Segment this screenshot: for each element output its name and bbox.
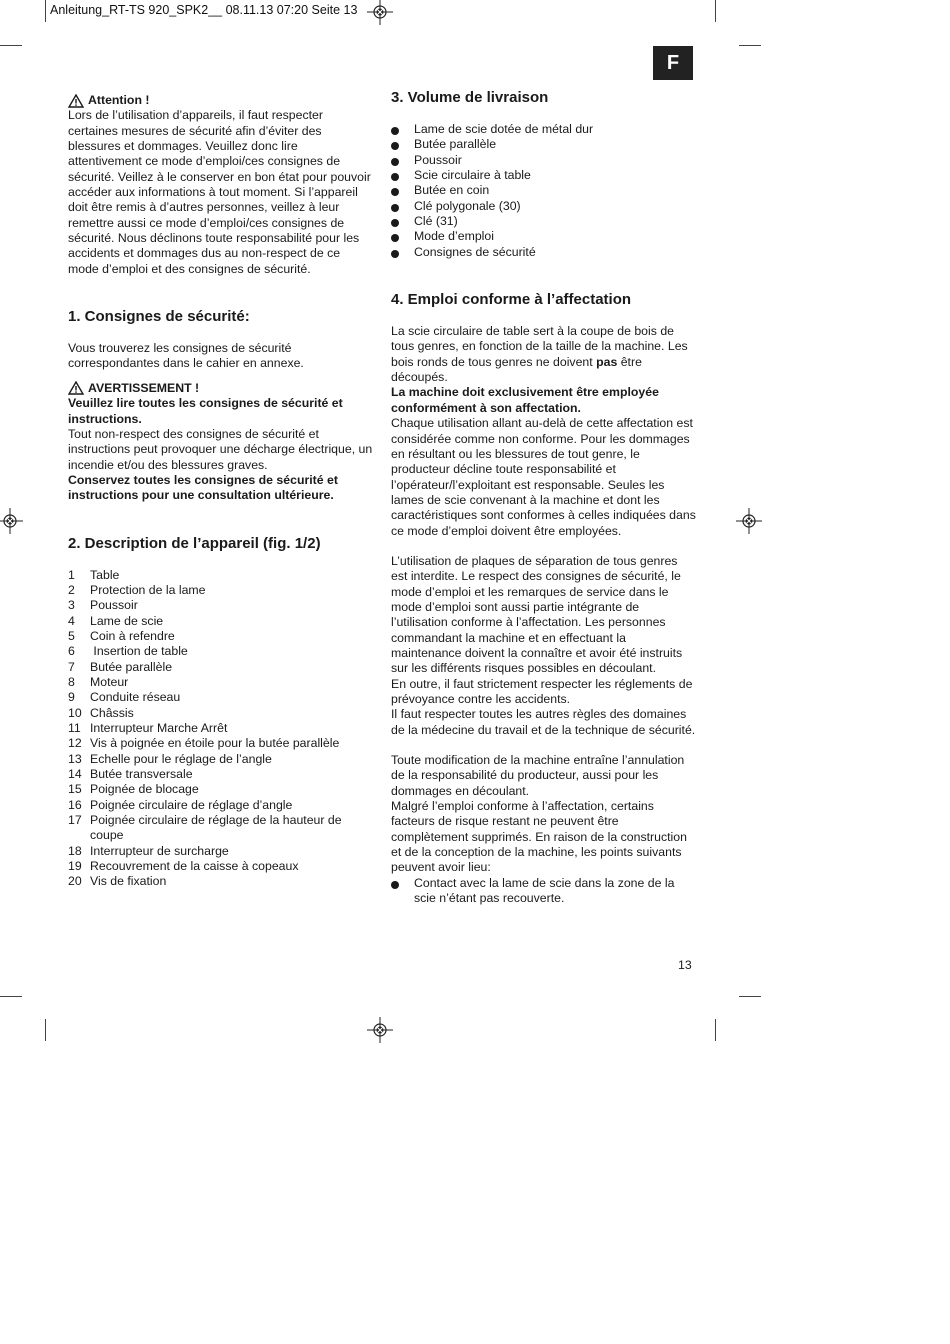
item-number: 11 [68,721,81,735]
item-number: 1 [68,567,75,582]
list-item: Clé polygonale (30) [391,199,696,214]
item-label: Insertion de table [90,644,188,659]
item-label: Vis de fixation [90,874,167,889]
item-label: Coin à refendre [90,628,175,643]
item-label: Poignée circulaire de réglage d’angle [90,797,293,812]
list-item [68,782,373,797]
section4-paragraph-5: Il faut respecter toutes les autres règles des domaines de la médecine du travail et de la technique de sécurité. [391,707,696,737]
item-number: 20 [68,874,82,889]
left-column [68,93,373,890]
print-slug: Anleitung_RT-TS 920_SPK2__ 08.11.13 07:20 Seite 13 [50,3,358,17]
item-number: 8 [68,674,75,689]
list-item [68,844,373,859]
crop-mark [739,996,761,997]
list-item [68,629,373,644]
crop-mark [45,0,46,22]
item-number: 10 [68,705,82,720]
crop-mark [739,45,761,46]
attention-title: Attention ! [88,93,150,107]
list-item: Butée en coin [391,183,696,198]
section2-heading: 2. Description de l’appareil (fig. 1/2) [68,534,321,552]
attention-heading [68,93,373,108]
item-number: 6 [68,644,75,659]
item-number: 14 [68,767,82,782]
crop-mark [715,0,716,22]
item-number: 13 [68,751,82,766]
warning-title: AVERTISSEMENT ! [88,380,200,395]
page-number: 13 [678,958,692,972]
item-number: 2 [68,582,75,597]
warning-heading [68,381,373,396]
item-label: Butée parallèle [90,659,173,674]
registration-mark-icon [736,508,762,534]
section1-heading: 1. Consignes de sécurité: [68,308,250,326]
list-item [68,767,373,782]
list-item [68,568,373,583]
item-label: Conduite réseau [90,690,181,705]
item-label: Châssis [90,705,134,720]
item-label: Moteur [90,674,129,689]
item-label: Echelle pour le réglage de l’angle [90,751,272,766]
list-item [68,706,373,721]
text-run-bold: pas [596,354,618,369]
crop-mark [0,45,22,46]
item-number: 15 [68,782,82,797]
risk-list [391,876,696,907]
list-item: Mode d’emploi [391,229,696,244]
list-item: Poussoir [391,153,696,168]
right-column [391,89,696,906]
item-number: 19 [68,859,82,874]
section4-bold-line: La machine doit exclusivement être employée conformément à son affectation. [391,385,659,415]
list-item [68,614,373,629]
item-label: Vis à poignée en étoile pour la butée parallèle [90,736,340,751]
parts-list [68,568,373,890]
item-number: 4 [68,613,75,628]
registration-mark-icon [367,0,393,25]
warning-bold-keep: Conservez toutes les consignes de sécurité et instructions pour une consultation ultérieure. [68,472,338,503]
warning-triangle-icon [68,94,84,108]
item-label: Recouvrement de la caisse à copeaux [90,859,299,874]
text-run: être découpés. [391,354,642,385]
list-item: Clé (31) [391,214,696,229]
list-item [68,752,373,767]
list-item [68,721,373,736]
list-item [68,859,373,874]
item-label: Interrupteur de surcharge [90,843,229,858]
warning-triangle-icon [68,381,84,395]
item-label: Protection de la lame [90,582,206,597]
delivery-list [391,122,696,260]
list-item [68,675,373,690]
crop-mark [715,1019,716,1041]
item-label: Table [90,567,120,582]
item-number: 12 [68,736,82,751]
section3-heading: 3. Volume de livraison [391,89,549,106]
list-item [68,813,373,844]
item-label: Interrupteur Marche Arrêt [90,721,228,735]
crop-mark [0,996,22,997]
registration-mark-icon [367,1017,393,1043]
list-item [68,644,373,659]
registration-mark-icon [0,508,23,534]
list-item: Lame de scie dotée de métal dur [391,122,696,137]
list-item: Consignes de sécurité [391,245,696,260]
list-item: Scie circulaire à table [391,168,696,183]
list-item [68,583,373,598]
list-item [68,690,373,705]
item-number: 9 [68,690,75,705]
crop-mark [45,1019,46,1041]
list-item [68,660,373,675]
list-item: Butée parallèle [391,137,696,152]
item-number: 3 [68,598,75,613]
section4-paragraph-1 [391,324,696,385]
warning-text: Tout non-respect des consignes de sécurité et instructions peut provoquer une décharge électrique, un incendie et/ou des blessures graves. [68,426,373,472]
item-number: 18 [68,843,82,858]
section4-paragraph-3: L’utilisation de plaques de séparation de tous genres est interdite. Le respect des consignes de sécurité, le mode d’emploi et les remarques de service dans le mode d’emploi sont aussi partie intégrante de l’utilisation conforme à l’affectation. Les personnes commandant la machine et en effectuant la maintenance doivent la connaître et avoir été instruits sur les différents risques possibles en découlant. [391,553,683,676]
list-item [68,598,373,613]
section4-paragraph-6: Toute modification de la machine entraîne l’annulation de la responsabilité du producteur, aussi pour les dommages en découlant. [391,753,685,798]
attention-text: Lors de l’utilisation d’appareils, il faut respecter certaines mesures de sécurité afin d’éviter des blessures et dommages. Veuillez donc lire attentivement ce mode d’emploi/ces consignes de sécurité. Veillez à le conserver en bon état pour pouvoir accéder aux informations à tout moment. Si l’appareil doit être remis à d’autres personnes, veillez à leur remettre aussi ce mode d’emploi/ces consignes de sécurité. Nous déclinons toute responsabilité pour les accidents et dommages dus au non-respect de ce mode d’emploi et des consignes de sécurité. [68,108,371,276]
item-label: Poussoir [90,598,138,613]
item-number: 7 [68,659,75,674]
item-label: Poignée de blocage [90,782,199,797]
warning-bold-instruction: Veuillez lire toutes les consignes de sécurité et instructions. [68,396,343,426]
section4-paragraph-2: Chaque utilisation allant au-delà de cette affectation est considérée comme non conforme. Pour les dommages en résultant ou les blessures de tout genre, le producteur décline toute responsabilité et l’opérateur/l’exploitant est responsable. Seules les lames de scie convenant à la machine et dont les caractéristiques sont conformes à celles indiquées dans ce mode d’emploi doivent être employées. [391,416,696,538]
item-label: Poignée circulaire de réglage de la hauteur de coupe [90,813,345,843]
language-tab: F [653,46,693,80]
section4-paragraph-7: Malgré l’emploi conforme à l’affectation, certains facteurs de risque restant ne peuvent être complètement supprimés. En raison de la construction et de la conception de la machine, les points suivants peuvent avoir lieu: [391,799,687,875]
list-item: Contact avec la lame de scie dans la zone de la scie n’étant pas recouverte. [391,876,696,907]
list-item [68,798,373,813]
section1-intro: Vous trouverez les consignes de sécurité correspondantes dans le cahier en annexe. [68,341,304,371]
text-run: La scie circulaire de table sert à la coupe de bois de tous genres, en fonction de la taille de la machine. Les bois ronds de tous genres ne doivent [391,324,688,369]
list-item [68,736,373,751]
item-number: 17 [68,813,82,828]
section4-paragraph-4: En outre, il faut strictement respecter les réglements de prévoyance contre les accidents. [391,676,693,706]
item-number: 16 [68,797,82,812]
section4-heading: 4. Emploi conforme à l’affectation [391,291,632,309]
item-label: Lame de scie [90,613,164,628]
list-item [68,874,373,889]
item-number: 5 [68,628,75,643]
item-label: Butée transversale [90,767,193,782]
